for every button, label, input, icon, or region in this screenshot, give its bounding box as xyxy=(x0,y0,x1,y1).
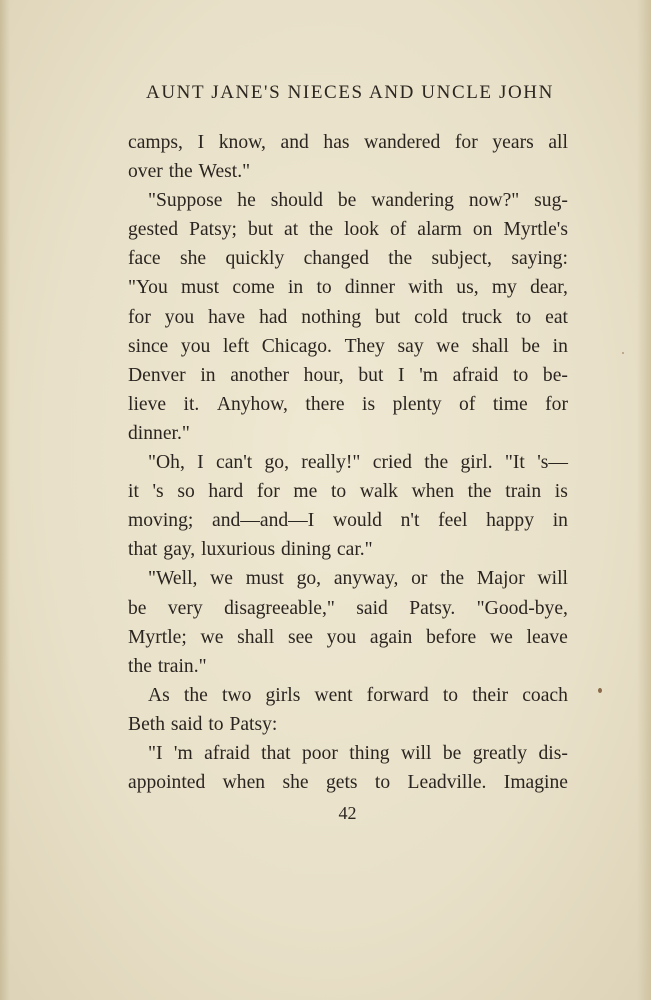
word: you xyxy=(180,335,211,357)
word: shall xyxy=(471,335,509,357)
word: for xyxy=(545,393,568,415)
text-line xyxy=(128,128,568,157)
word: us, xyxy=(456,277,479,299)
word: but xyxy=(247,219,274,241)
text-line xyxy=(128,768,568,797)
word: the xyxy=(309,219,334,241)
word: go, xyxy=(296,568,322,590)
text-line xyxy=(128,652,568,681)
text-line xyxy=(128,594,568,623)
word: be xyxy=(521,335,540,357)
word: she xyxy=(282,772,309,794)
text-line xyxy=(128,215,568,244)
word: for xyxy=(128,306,151,328)
word: go, xyxy=(264,452,289,474)
word: dinner xyxy=(344,277,395,299)
word: Anyhow, xyxy=(216,393,288,415)
word: hour, xyxy=(303,364,344,386)
word: the xyxy=(388,248,413,270)
word: I xyxy=(398,364,405,386)
word: when xyxy=(411,481,455,503)
text-line xyxy=(128,506,568,535)
text-line xyxy=(128,739,568,768)
word: 's— xyxy=(537,452,568,474)
word: to xyxy=(515,306,532,328)
text-line xyxy=(128,681,568,710)
word: coach xyxy=(522,684,568,706)
word: at xyxy=(284,219,299,241)
word: when xyxy=(222,772,266,794)
word: subject, xyxy=(431,248,492,270)
word: come xyxy=(232,277,275,299)
word: appointed xyxy=(128,772,206,794)
paper-speck xyxy=(622,352,624,354)
word: "I xyxy=(148,742,163,764)
word: on xyxy=(472,219,493,241)
word: had xyxy=(259,306,288,328)
word: poor xyxy=(301,742,338,764)
word: for xyxy=(256,481,280,503)
word: she xyxy=(179,248,207,270)
word: years xyxy=(492,132,534,153)
text-line xyxy=(128,332,568,361)
word: anyway, xyxy=(333,568,399,590)
word: is xyxy=(554,481,568,503)
word: but xyxy=(358,364,384,386)
word: dinner." xyxy=(128,422,190,444)
word: will xyxy=(400,742,432,764)
word: disagreeable," xyxy=(224,597,335,619)
word: me xyxy=(293,481,318,503)
word: be xyxy=(128,597,147,619)
word: Major xyxy=(476,568,525,590)
word: to xyxy=(442,684,459,706)
word: you xyxy=(326,626,357,648)
word: camps, xyxy=(128,132,183,153)
word: in xyxy=(287,277,304,299)
word: the xyxy=(424,452,449,474)
word: it xyxy=(128,481,139,503)
word: Patsy; xyxy=(189,219,237,241)
word: dis- xyxy=(538,742,568,764)
word: feel xyxy=(438,510,468,532)
word: we xyxy=(489,626,513,648)
word: plenty xyxy=(392,393,442,415)
word: we xyxy=(436,335,460,357)
word: that xyxy=(128,539,158,561)
word: over xyxy=(128,161,163,183)
word: "Good-bye, xyxy=(476,597,568,619)
text-line xyxy=(128,303,568,332)
word: must xyxy=(245,568,284,590)
text-line xyxy=(128,477,568,506)
word: I xyxy=(197,132,205,153)
word: Denver xyxy=(128,364,186,386)
word: dining xyxy=(280,539,332,561)
word: two xyxy=(221,684,252,706)
word: Beth xyxy=(128,713,166,735)
word: again xyxy=(369,626,413,648)
word: West." xyxy=(198,161,251,183)
word: Chicago. xyxy=(261,335,332,357)
word: look xyxy=(344,219,379,241)
body-text xyxy=(128,128,568,797)
word: truck xyxy=(461,306,503,328)
word: but xyxy=(375,306,401,328)
word: Myrtle's xyxy=(503,219,568,241)
word: should xyxy=(270,190,323,212)
word: wandering xyxy=(371,190,454,212)
text-line xyxy=(128,273,568,302)
word: quickly xyxy=(225,248,285,270)
word: all xyxy=(548,132,568,153)
word: he xyxy=(237,190,256,212)
word: Imagine xyxy=(503,772,568,794)
word: to xyxy=(208,713,224,735)
word: They xyxy=(344,335,385,357)
word: of xyxy=(389,219,407,241)
word: or xyxy=(411,568,428,590)
text-line xyxy=(128,390,568,419)
word: alarm xyxy=(417,219,462,241)
text-line xyxy=(128,361,568,390)
word: know, xyxy=(218,132,266,153)
word: dear, xyxy=(530,277,568,299)
word: is xyxy=(362,393,376,415)
text-line xyxy=(128,419,568,448)
text-line xyxy=(128,623,568,652)
word: in xyxy=(200,364,216,386)
word: said xyxy=(356,597,388,619)
word: to xyxy=(316,277,332,299)
word: will xyxy=(537,568,568,590)
word: 's xyxy=(152,481,164,503)
word: would xyxy=(332,510,382,532)
text-line xyxy=(128,710,568,739)
word: to xyxy=(374,772,391,794)
word: Leadville. xyxy=(407,772,487,794)
text-line xyxy=(128,186,568,215)
text-line xyxy=(128,535,568,564)
word: wandered xyxy=(364,132,441,153)
word: thing xyxy=(349,742,390,764)
word: be xyxy=(442,742,462,764)
word: the xyxy=(467,481,492,503)
word: be- xyxy=(542,364,568,386)
word: be xyxy=(337,190,357,212)
word: left xyxy=(222,335,250,357)
word: face xyxy=(128,248,161,270)
word: 'm xyxy=(419,364,439,386)
running-head: AUNT JANE'S NIECES AND UNCLE JOHN xyxy=(146,82,554,103)
word: you xyxy=(164,306,195,328)
word: forward xyxy=(366,684,429,706)
word: now?" xyxy=(468,190,520,212)
word: to xyxy=(513,364,529,386)
word: the xyxy=(128,655,152,677)
page-number: 42 xyxy=(338,803,357,823)
word: since xyxy=(128,335,169,357)
word: leave xyxy=(526,626,568,648)
word: and xyxy=(280,132,309,153)
word: shall xyxy=(237,626,275,648)
word: we xyxy=(210,568,233,590)
word: nothing xyxy=(301,306,362,328)
text-line xyxy=(128,448,568,477)
word: afraid xyxy=(452,364,499,386)
word: their xyxy=(472,684,509,706)
word: "Well, xyxy=(148,568,198,590)
word: must xyxy=(181,277,220,299)
word: that xyxy=(261,742,291,764)
word: "It xyxy=(504,452,525,474)
word: girl. xyxy=(460,452,493,474)
text-line xyxy=(128,244,568,273)
text-line xyxy=(128,157,568,186)
paper-speck xyxy=(598,688,602,693)
word: sug- xyxy=(534,190,568,212)
word: cried xyxy=(372,452,412,474)
word: really!" xyxy=(301,452,361,474)
word: gay, xyxy=(163,539,196,561)
word: say xyxy=(397,335,424,357)
word: train." xyxy=(157,655,207,677)
word: so xyxy=(177,481,195,503)
word: hard xyxy=(208,481,244,503)
word: walk xyxy=(359,481,398,503)
word: and—and—I xyxy=(212,510,315,532)
word: of xyxy=(459,393,476,415)
word: girls xyxy=(265,684,301,706)
word: to xyxy=(330,481,347,503)
word: my xyxy=(491,277,517,299)
word: n't xyxy=(400,510,420,532)
word: see xyxy=(287,626,313,648)
word: it. xyxy=(183,393,200,415)
word: with xyxy=(408,277,444,299)
word: in xyxy=(552,335,568,357)
word: gets xyxy=(325,772,358,794)
word: afraid xyxy=(204,742,250,764)
word: we xyxy=(200,626,224,648)
word: time xyxy=(492,393,528,415)
word: can't xyxy=(216,452,253,474)
word: 'm xyxy=(173,742,193,764)
word: very xyxy=(167,597,203,619)
word: there xyxy=(305,393,345,415)
word: train xyxy=(505,481,542,503)
text-line xyxy=(128,564,568,593)
word: Myrtle; xyxy=(128,626,187,648)
word: has xyxy=(323,132,350,153)
word: the xyxy=(183,684,208,706)
word: moving; xyxy=(128,510,194,532)
word: "Suppose xyxy=(148,190,223,212)
word: cold xyxy=(414,306,448,328)
word: the xyxy=(440,568,465,590)
word: said xyxy=(170,713,203,735)
word: for xyxy=(454,132,478,153)
word: gested xyxy=(128,219,179,241)
word: eat xyxy=(545,306,568,328)
word: Patsy. xyxy=(409,597,456,619)
word: lieve xyxy=(128,393,167,415)
word: greatly xyxy=(472,742,528,764)
word: before xyxy=(426,626,477,648)
word: As xyxy=(148,684,170,706)
word: changed xyxy=(303,248,369,270)
word: another xyxy=(230,364,289,386)
word: "You xyxy=(128,277,168,299)
word: "Oh, xyxy=(148,452,185,474)
word: Patsy: xyxy=(229,713,278,735)
word: car." xyxy=(336,539,373,561)
word: saying: xyxy=(511,248,568,270)
word: luxurious xyxy=(201,539,276,561)
word: happy xyxy=(486,510,535,532)
word: have xyxy=(208,306,246,328)
word: in xyxy=(552,510,568,532)
word: went xyxy=(314,684,353,706)
word: I xyxy=(197,452,204,474)
word: the xyxy=(168,161,193,183)
